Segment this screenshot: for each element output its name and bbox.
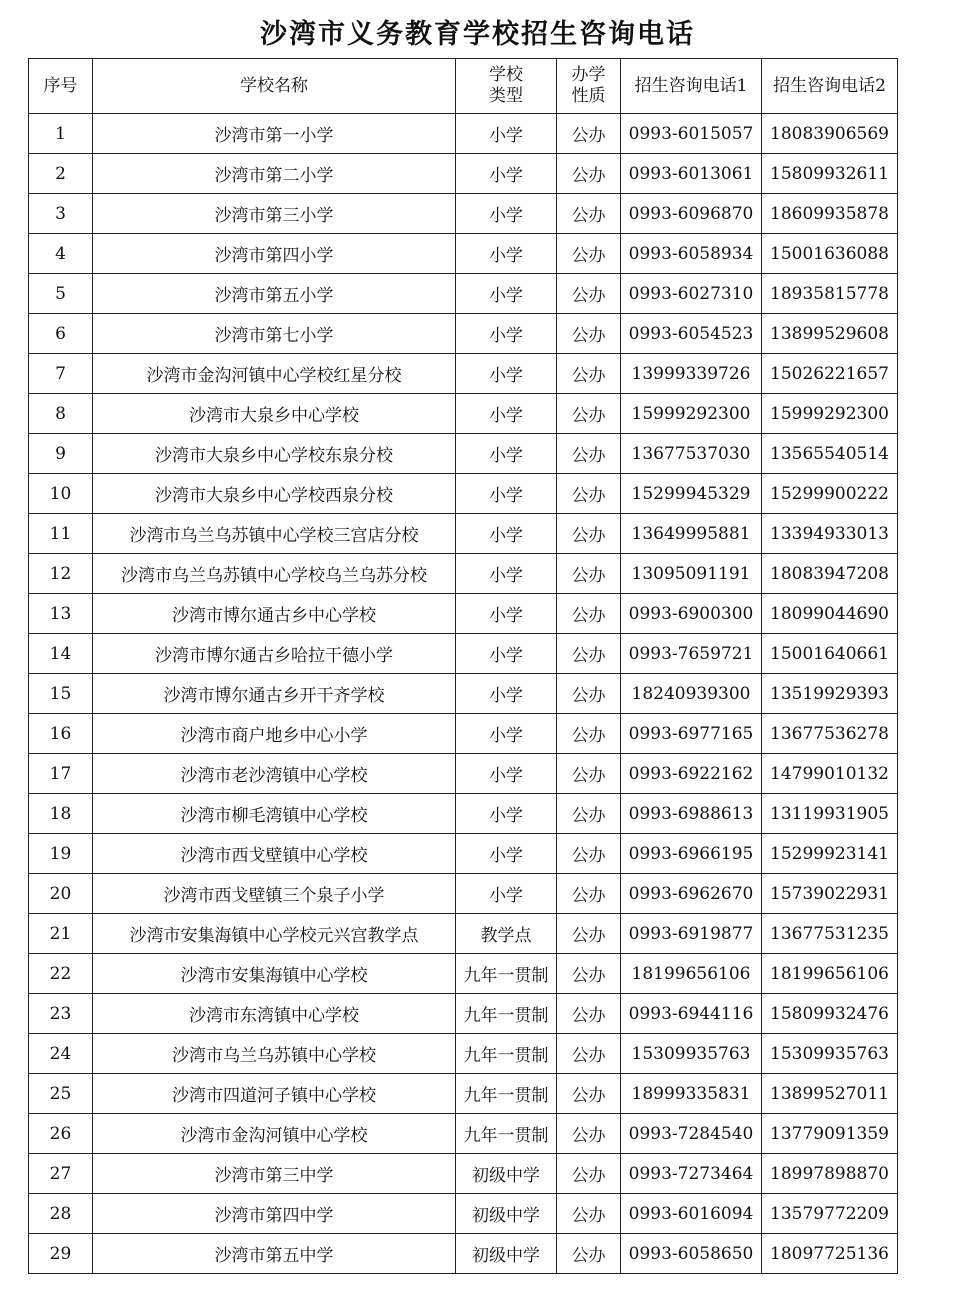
cell-tel2: 15309935763 xyxy=(762,1034,898,1074)
cell-nature: 公办 xyxy=(557,834,621,874)
cell-nature: 公办 xyxy=(557,754,621,794)
cell-id: 17 xyxy=(29,754,93,794)
cell-id: 24 xyxy=(29,1034,93,1074)
cell-tel1: 18999335831 xyxy=(621,1074,762,1114)
table-row xyxy=(29,1114,898,1154)
cell-tel2: 13779091359 xyxy=(762,1114,898,1154)
cell-id: 18 xyxy=(29,794,93,834)
cell-tel2: 15809932476 xyxy=(762,994,898,1034)
cell-school-type: 小学 xyxy=(456,674,557,714)
cell-tel1: 0993-7273464 xyxy=(621,1154,762,1194)
cell-tel1: 0993-6900300 xyxy=(621,594,762,634)
table-row xyxy=(29,994,898,1034)
school-table xyxy=(28,58,898,1274)
cell-tel1: 18240939300 xyxy=(621,674,762,714)
cell-school-type: 小学 xyxy=(456,114,557,154)
cell-school-type: 小学 xyxy=(456,514,557,554)
cell-nature: 公办 xyxy=(557,234,621,274)
table-row xyxy=(29,1074,898,1114)
cell-nature: 公办 xyxy=(557,354,621,394)
table-header-row xyxy=(29,59,898,114)
cell-school-name: 沙湾市西戈壁镇三个泉子小学 xyxy=(93,874,456,914)
cell-nature: 公办 xyxy=(557,394,621,434)
cell-tel2: 15026221657 xyxy=(762,354,898,394)
cell-nature: 公办 xyxy=(557,434,621,474)
cell-nature: 公办 xyxy=(557,474,621,514)
cell-tel1: 13677537030 xyxy=(621,434,762,474)
cell-school-name: 沙湾市老沙湾镇中心学校 xyxy=(93,754,456,794)
cell-school-type: 小学 xyxy=(456,634,557,674)
cell-school-name: 沙湾市第四小学 xyxy=(93,234,456,274)
cell-tel1: 15999292300 xyxy=(621,394,762,434)
header-tel2: 招生咨询电话2 xyxy=(762,59,898,114)
cell-tel1: 0993-6054523 xyxy=(621,314,762,354)
cell-school-name: 沙湾市安集海镇中心学校 xyxy=(93,954,456,994)
cell-school-type: 小学 xyxy=(456,834,557,874)
cell-school-name: 沙湾市第三中学 xyxy=(93,1154,456,1194)
cell-nature: 公办 xyxy=(557,314,621,354)
cell-nature: 公办 xyxy=(557,154,621,194)
cell-id: 15 xyxy=(29,674,93,714)
cell-tel2: 15809932611 xyxy=(762,154,898,194)
cell-id: 12 xyxy=(29,554,93,594)
cell-nature: 公办 xyxy=(557,1114,621,1154)
cell-nature: 公办 xyxy=(557,1074,621,1114)
cell-school-type: 小学 xyxy=(456,394,557,434)
cell-id: 16 xyxy=(29,714,93,754)
cell-school-name: 沙湾市博尔通古乡中心学校 xyxy=(93,594,456,634)
cell-tel2: 15001640661 xyxy=(762,634,898,674)
header-tel1: 招生咨询电话1 xyxy=(621,59,762,114)
cell-nature: 公办 xyxy=(557,914,621,954)
cell-nature: 公办 xyxy=(557,794,621,834)
cell-school-name: 沙湾市博尔通古乡哈拉干德小学 xyxy=(93,634,456,674)
cell-school-name: 沙湾市西戈壁镇中心学校 xyxy=(93,834,456,874)
header-type xyxy=(456,59,557,114)
cell-nature: 公办 xyxy=(557,554,621,594)
cell-tel2: 18083947208 xyxy=(762,554,898,594)
cell-school-name: 沙湾市大泉乡中心学校 xyxy=(93,394,456,434)
cell-tel1: 0993-6988613 xyxy=(621,794,762,834)
cell-school-type: 九年一贯制 xyxy=(456,1074,557,1114)
cell-school-type: 小学 xyxy=(456,434,557,474)
cell-school-name: 沙湾市金沟河镇中心学校红星分校 xyxy=(93,354,456,394)
cell-school-type: 九年一贯制 xyxy=(456,1034,557,1074)
cell-id: 8 xyxy=(29,394,93,434)
table-row xyxy=(29,394,898,434)
cell-school-type: 九年一贯制 xyxy=(456,994,557,1034)
cell-tel1: 0993-7659721 xyxy=(621,634,762,674)
table-row xyxy=(29,754,898,794)
cell-tel1: 0993-6058650 xyxy=(621,1234,762,1274)
cell-school-name: 沙湾市第五小学 xyxy=(93,274,456,314)
cell-id: 11 xyxy=(29,514,93,554)
cell-school-name: 沙湾市第四中学 xyxy=(93,1194,456,1234)
cell-tel2: 13579772209 xyxy=(762,1194,898,1234)
cell-school-name: 沙湾市柳毛湾镇中心学校 xyxy=(93,794,456,834)
cell-nature: 公办 xyxy=(557,114,621,154)
cell-school-type: 小学 xyxy=(456,754,557,794)
cell-id: 13 xyxy=(29,594,93,634)
cell-tel2: 13677536278 xyxy=(762,714,898,754)
table-row xyxy=(29,1194,898,1234)
table-row xyxy=(29,674,898,714)
cell-school-name: 沙湾市乌兰乌苏镇中心学校三宫店分校 xyxy=(93,514,456,554)
cell-school-name: 沙湾市安集海镇中心学校元兴宫教学点 xyxy=(93,914,456,954)
cell-id: 6 xyxy=(29,314,93,354)
cell-school-type: 初级中学 xyxy=(456,1194,557,1234)
cell-tel1: 0993-6966195 xyxy=(621,834,762,874)
table-row xyxy=(29,274,898,314)
cell-nature: 公办 xyxy=(557,1034,621,1074)
cell-nature: 公办 xyxy=(557,954,621,994)
cell-school-type: 小学 xyxy=(456,594,557,634)
cell-tel1: 18199656106 xyxy=(621,954,762,994)
table-row xyxy=(29,914,898,954)
cell-nature: 公办 xyxy=(557,1194,621,1234)
cell-tel2: 14799010132 xyxy=(762,754,898,794)
cell-nature: 公办 xyxy=(557,514,621,554)
cell-tel2: 13899527011 xyxy=(762,1074,898,1114)
cell-nature: 公办 xyxy=(557,634,621,674)
cell-nature: 公办 xyxy=(557,1154,621,1194)
cell-school-name: 沙湾市大泉乡中心学校西泉分校 xyxy=(93,474,456,514)
cell-school-type: 小学 xyxy=(456,354,557,394)
table-row xyxy=(29,1154,898,1194)
cell-school-name: 沙湾市商户地乡中心小学 xyxy=(93,714,456,754)
cell-school-name: 沙湾市四道河子镇中心学校 xyxy=(93,1074,456,1114)
cell-nature: 公办 xyxy=(557,994,621,1034)
cell-school-name: 沙湾市第五中学 xyxy=(93,1234,456,1274)
cell-nature: 公办 xyxy=(557,594,621,634)
cell-id: 10 xyxy=(29,474,93,514)
cell-school-name: 沙湾市第七小学 xyxy=(93,314,456,354)
table-row xyxy=(29,154,898,194)
table-row xyxy=(29,714,898,754)
cell-school-type: 小学 xyxy=(456,274,557,314)
cell-tel1: 13095091191 xyxy=(621,554,762,594)
cell-school-name: 沙湾市第一小学 xyxy=(93,114,456,154)
cell-school-name: 沙湾市金沟河镇中心学校 xyxy=(93,1114,456,1154)
table-row xyxy=(29,354,898,394)
table-row xyxy=(29,234,898,274)
cell-school-type: 九年一贯制 xyxy=(456,954,557,994)
header-nature-line2: 性质 xyxy=(571,86,606,106)
cell-school-name: 沙湾市乌兰乌苏镇中心学校 xyxy=(93,1034,456,1074)
cell-tel1: 0993-6027310 xyxy=(621,274,762,314)
cell-tel2: 15999292300 xyxy=(762,394,898,434)
table-row xyxy=(29,314,898,354)
table-body xyxy=(29,114,898,1274)
table-row xyxy=(29,554,898,594)
cell-tel2: 18099044690 xyxy=(762,594,898,634)
cell-school-type: 小学 xyxy=(456,714,557,754)
cell-nature: 公办 xyxy=(557,674,621,714)
cell-tel1: 15309935763 xyxy=(621,1034,762,1074)
cell-tel2: 15739022931 xyxy=(762,874,898,914)
cell-tel1: 0993-6919877 xyxy=(621,914,762,954)
cell-tel2: 13519929393 xyxy=(762,674,898,714)
cell-school-type: 小学 xyxy=(456,314,557,354)
table-row xyxy=(29,1234,898,1274)
cell-tel1: 0993-6015057 xyxy=(621,114,762,154)
header-nature-line1: 办学 xyxy=(571,65,606,85)
cell-tel2: 13565540514 xyxy=(762,434,898,474)
cell-id: 25 xyxy=(29,1074,93,1114)
cell-tel2: 15299923141 xyxy=(762,834,898,874)
cell-school-name: 沙湾市第二小学 xyxy=(93,154,456,194)
cell-id: 5 xyxy=(29,274,93,314)
cell-tel2: 13394933013 xyxy=(762,514,898,554)
cell-tel1: 0993-6962670 xyxy=(621,874,762,914)
table-row xyxy=(29,634,898,674)
cell-tel1: 0993-7284540 xyxy=(621,1114,762,1154)
cell-school-type: 教学点 xyxy=(456,914,557,954)
table-row xyxy=(29,834,898,874)
cell-tel2: 15299900222 xyxy=(762,474,898,514)
cell-id: 21 xyxy=(29,914,93,954)
cell-school-type: 小学 xyxy=(456,794,557,834)
cell-tel2: 18199656106 xyxy=(762,954,898,994)
cell-tel1: 0993-6922162 xyxy=(621,754,762,794)
cell-id: 9 xyxy=(29,434,93,474)
cell-tel2: 18609935878 xyxy=(762,194,898,234)
cell-id: 28 xyxy=(29,1194,93,1234)
cell-tel2: 13899529608 xyxy=(762,314,898,354)
table-row xyxy=(29,794,898,834)
cell-tel2: 13677531235 xyxy=(762,914,898,954)
cell-id: 20 xyxy=(29,874,93,914)
table-row xyxy=(29,194,898,234)
cell-tel1: 0993-6016094 xyxy=(621,1194,762,1234)
cell-tel2: 18097725136 xyxy=(762,1234,898,1274)
table-row xyxy=(29,514,898,554)
cell-id: 27 xyxy=(29,1154,93,1194)
cell-tel1: 13649995881 xyxy=(621,514,762,554)
cell-id: 3 xyxy=(29,194,93,234)
header-name: 学校名称 xyxy=(93,59,456,114)
cell-id: 26 xyxy=(29,1114,93,1154)
table-row xyxy=(29,594,898,634)
cell-nature: 公办 xyxy=(557,1234,621,1274)
table-row xyxy=(29,1034,898,1074)
cell-school-name: 沙湾市乌兰乌苏镇中心学校乌兰乌苏分校 xyxy=(93,554,456,594)
cell-id: 1 xyxy=(29,114,93,154)
header-nature xyxy=(557,59,621,114)
cell-school-type: 小学 xyxy=(456,154,557,194)
cell-school-type: 九年一贯制 xyxy=(456,1114,557,1154)
cell-tel1: 15299945329 xyxy=(621,474,762,514)
table-row xyxy=(29,954,898,994)
cell-id: 29 xyxy=(29,1234,93,1274)
cell-tel2: 18997898870 xyxy=(762,1154,898,1194)
cell-tel1: 0993-6058934 xyxy=(621,234,762,274)
cell-id: 4 xyxy=(29,234,93,274)
cell-nature: 公办 xyxy=(557,274,621,314)
cell-school-type: 小学 xyxy=(456,874,557,914)
table-row xyxy=(29,434,898,474)
cell-tel2: 18083906569 xyxy=(762,114,898,154)
cell-nature: 公办 xyxy=(557,194,621,234)
cell-tel1: 0993-6096870 xyxy=(621,194,762,234)
page-title: 沙湾市义务教育学校招生咨询电话 xyxy=(260,19,695,50)
header-id: 序号 xyxy=(29,59,93,114)
cell-nature: 公办 xyxy=(557,874,621,914)
cell-id: 14 xyxy=(29,634,93,674)
cell-school-type: 小学 xyxy=(456,474,557,514)
cell-tel2: 13119931905 xyxy=(762,794,898,834)
cell-tel1: 0993-6013061 xyxy=(621,154,762,194)
cell-school-type: 小学 xyxy=(456,234,557,274)
cell-tel2: 18935815778 xyxy=(762,274,898,314)
table-row xyxy=(29,474,898,514)
cell-id: 19 xyxy=(29,834,93,874)
cell-tel1: 13999339726 xyxy=(621,354,762,394)
cell-id: 7 xyxy=(29,354,93,394)
cell-id: 2 xyxy=(29,154,93,194)
table-row xyxy=(29,874,898,914)
cell-tel2: 15001636088 xyxy=(762,234,898,274)
cell-school-type: 小学 xyxy=(456,194,557,234)
cell-tel1: 0993-6944116 xyxy=(621,994,762,1034)
header-type-line2: 类型 xyxy=(489,86,523,106)
cell-school-name: 沙湾市大泉乡中心学校东泉分校 xyxy=(93,434,456,474)
cell-id: 22 xyxy=(29,954,93,994)
cell-school-type: 初级中学 xyxy=(456,1234,557,1274)
cell-school-name: 沙湾市第三小学 xyxy=(93,194,456,234)
header-type-line1: 学校 xyxy=(489,65,523,85)
cell-school-type: 初级中学 xyxy=(456,1154,557,1194)
cell-school-name: 沙湾市东湾镇中心学校 xyxy=(93,994,456,1034)
cell-id: 23 xyxy=(29,994,93,1034)
table-row xyxy=(29,114,898,154)
cell-nature: 公办 xyxy=(557,714,621,754)
cell-school-type: 小学 xyxy=(456,554,557,594)
cell-school-name: 沙湾市博尔通古乡开干齐学校 xyxy=(93,674,456,714)
cell-tel1: 0993-6977165 xyxy=(621,714,762,754)
